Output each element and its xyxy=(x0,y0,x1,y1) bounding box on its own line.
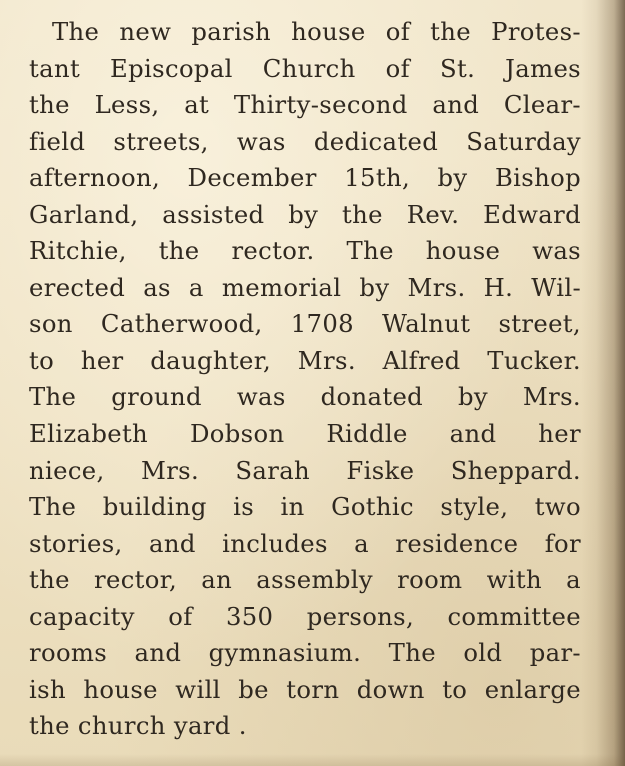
text-line-3: the Less, at Thirty-second and Clear- xyxy=(29,90,581,120)
text-line-1: The new parish house of the Protes- xyxy=(52,17,581,46)
text-line-13: niece, Mrs. Sarah Fiske Sheppard. xyxy=(29,455,581,485)
text-line-4: field streets, was dedicated Saturday xyxy=(29,126,581,156)
article-paragraph xyxy=(29,14,581,745)
text-line-5: afternoon, December 15th, by Bishop xyxy=(29,163,581,193)
text-line-15: stories, and includes a residence for xyxy=(29,528,581,558)
text-line-12: Elizabeth Dobson Riddle and her xyxy=(29,419,581,449)
text-line-6: Garland, assisted by the Rev. Edward xyxy=(29,199,581,229)
text-line-8: erected as a memorial by Mrs. H. Wil- xyxy=(29,272,581,302)
text-line-7: Ritchie, the rector. The house was xyxy=(29,236,581,266)
text-line-9: son Catherwood, 1708 Walnut street, xyxy=(29,309,581,339)
text-line-16: the rector, an assembly room with a xyxy=(29,565,581,595)
text-line-10: to her daughter, Mrs. Alfred Tucker. xyxy=(29,345,581,375)
page-bottom-shadow xyxy=(0,754,625,766)
text-line-20: the church yard . xyxy=(29,711,247,741)
text-line-18: rooms and gymnasium. The old par- xyxy=(29,638,581,668)
text-line-2: tant Episcopal Church of St. James xyxy=(29,53,581,83)
text-line-11: The ground was donated by Mrs. xyxy=(29,382,581,412)
text-line-19: ish house will be torn down to enlarge xyxy=(29,674,581,704)
text-line-17: capacity of 350 persons, committee xyxy=(29,601,581,631)
text-line-14: The building is in Gothic style, two xyxy=(29,492,581,522)
page-edge-shadow xyxy=(581,0,625,766)
